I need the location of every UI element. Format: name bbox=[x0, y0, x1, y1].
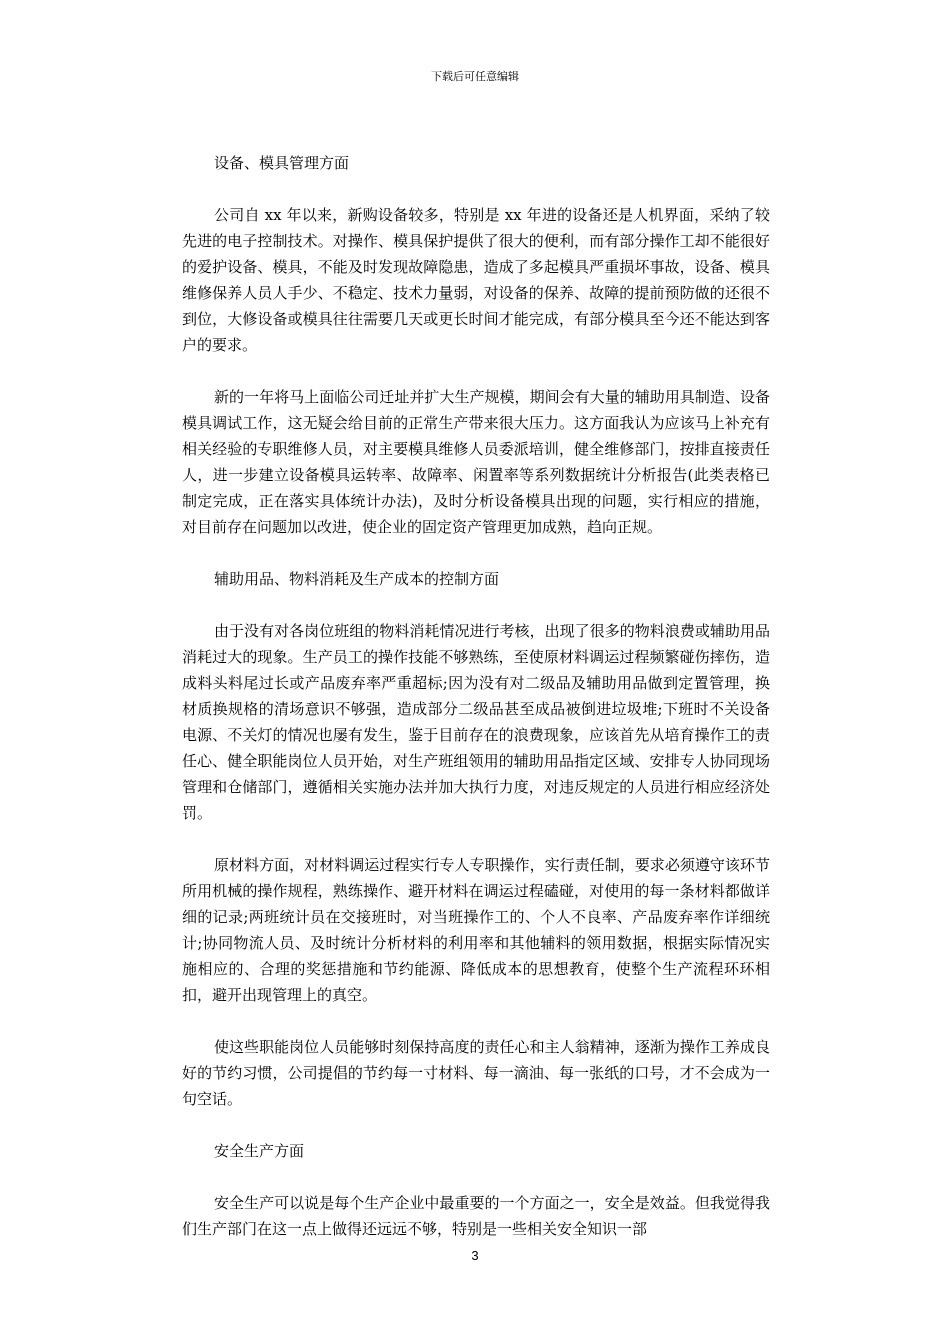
paragraph: 原材料方面，对材料调运过程实行专人专职操作，实行责任制，要求必须遵守该环节所用机械的操作规程，熟练操作、避开材料在调运过程磕碰，对使用的每一条材料都做详细的记录;两班统计员在交接班时，对当班操作工的、个人不良率、产品废弃率作详细统计;协同物流人员、及时统计分析材料的利用率和其他辅料的领用数据，根据实际情况实施相应的、合理的奖惩措施和节约能源、降低成本的思想教育，使整个生产流程环环相扣，避开出现管理上的真空。 bbox=[182, 856, 770, 1004]
document-body bbox=[182, 150, 770, 1242]
paragraph: 由于没有对各岗位班组的物料消耗情况进行考核，出现了很多的物料浪费或辅助用品消耗过大的现象。生产员工的操作技能不够熟练，至使原材料调运过程频繁碰伤摔伤，造成料头料尾过长或产品废弃率严重超标;因为没有对二级品及辅助用品做到定置管理，换材质换规格的清场意识不够强，造成部分二级品甚至成品被倒进垃圾堆;下班时不关设备电源、不关灯的情况也屡有发生，鉴于目前存在的浪费现象，应该首先从培育操作工的责任心、健全职能岗位人员开始，对生产班组领用的辅助用品指定区域、安排专人协同现场管理和仓储部门，遵循相关实施办法并加大执行力度，对违反规定的人员进行相应经济处罚。 bbox=[182, 622, 770, 822]
section-heading: 辅助用品、物料消耗及生产成本的控制方面 bbox=[214, 570, 500, 588]
paragraph: 使这些职能岗位人员能够时刻保持高度的责任心和主人翁精神，逐渐为操作工养成良好的节约习惯，公司提倡的节约每一寸材料、每一滴油、每一张纸的口号，才不会成为一句空话。 bbox=[182, 1038, 770, 1108]
section-heading: 安全生产方面 bbox=[214, 1142, 305, 1160]
paragraph: 安全生产可以说是每个生产企业中最重要的一个方面之一，安全是效益。但我觉得我们生产部门在这一点上做得还远远不够，特别是一些相关安全知识一部 bbox=[182, 1194, 770, 1238]
page-number: 3 bbox=[471, 1248, 479, 1263]
paragraph: 新的一年将马上面临公司迁址并扩大生产规模，期间会有大量的辅助用具制造、设备模具调试工作，这无疑会给目前的正常生产带来很大压力。这方面我认为应该马上补充有相关经验的专职维修人员，对主要模具维修人员委派培训，健全维修部门，按排直接责任人，进一步建立设备模具运转率、故障率、闲置率等系列数据统计分析报告(此类表格已制定完成，正在落实具体统计办法)，及时分析设备模具出现的问题，实行相应的措施，对目前存在问题加以改进，使企业的固定资产管理更加成熟，趋向正规。 bbox=[182, 388, 770, 536]
page-header: 下载后可任意编辑 bbox=[431, 70, 519, 83]
paragraph: 公司自 xx 年以来，新购设备较多，特别是 xx 年进的设备还是人机界面，采纳了较先进的电子控制技术。对操作、模具保护提供了很大的便利，而有部分操作工却不能很好的爱护设备、模具，不能及时发现故障隐患，造成了多起模具严重损坏事故，设备、模具维修保养人员人手少、不稳定、技术力量弱，对设备的保养、故障的提前预防做的还很不到位，大修设备或模具往往需要几天或更长时间才能完成，有部分模具至今还不能达到客户的要求。 bbox=[182, 206, 770, 354]
section-heading: 设备、模具管理方面 bbox=[214, 154, 350, 172]
